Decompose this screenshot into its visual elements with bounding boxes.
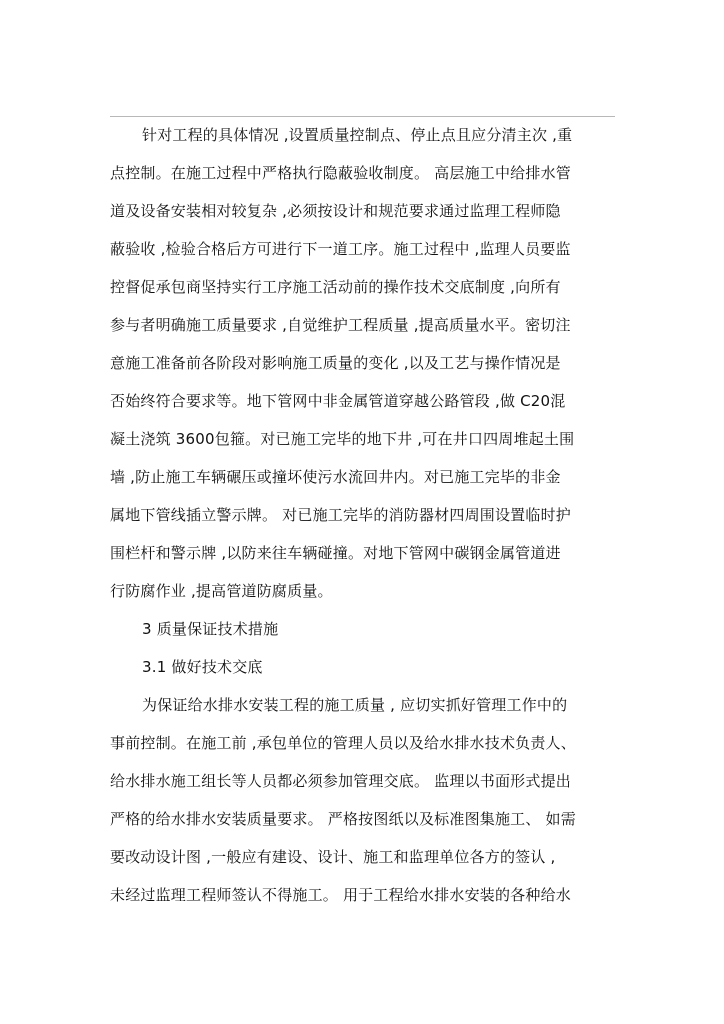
text-line: 行防腐作业 ,提高管道防腐质量。 <box>110 582 333 600</box>
text-line: 否始终符合要求等。地下管网中非金属管道穿越公路管段 ,做 C20混 <box>110 392 566 410</box>
subsection-heading: 3.1 做好技术交底 <box>142 658 263 676</box>
text-line: 要改动设计图 ,一般应有建设、设计、施工和监理单位各方的签认 , <box>110 848 556 866</box>
text-line: 凝土浇筑 3600包箍。对已施工完毕的地下井 ,可在井口四周堆起土围 <box>110 430 575 448</box>
text-line: 参与者明确施工质量要求 ,自觉维护工程质量 ,提高质量水平。密切注 <box>110 316 571 334</box>
text-line: 道及设备安装相对较复杂 ,必须按设计和规范要求通过监理工程师隐 <box>110 202 561 220</box>
text-line: 针对工程的具体情况 ,设置质量控制点、停止点且应分清主次 ,重 <box>142 126 573 144</box>
text-line: 为保证给水排水安装工程的施工质量 , 应切实抓好管理工作中的 <box>142 696 568 714</box>
text-line: 严格的给水排水安装质量要求。 严格按图纸以及标准图集施工、 如需 <box>110 810 576 828</box>
section-heading: 3 质量保证技术措施 <box>142 620 279 638</box>
text-line: 点控制。在施工过程中严格执行隐蔽验收制度。 高层施工中给排水管 <box>110 164 571 182</box>
text-line: 未经过监理工程师签认不得施工。 用于工程给水排水安装的各种给水 <box>110 886 571 904</box>
text-line: 围栏杆和警示牌 ,以防来往车辆碰撞。对地下管网中碳钢金属管道进 <box>110 544 561 562</box>
text-line: 事前控制。在施工前 ,承包单位的管理人员以及给水排水技术负责人、 <box>110 734 576 752</box>
text-line: 蔽验收 ,检验合格后方可进行下一道工序。施工过程中 ,监理人员要监 <box>110 240 571 258</box>
header-rule <box>110 116 615 117</box>
text-line: 墙 ,防止施工车辆碾压或撞坏使污水流回井内。对已施工完毕的非金 <box>110 468 561 486</box>
text-line: 控督促承包商坚持实行工序施工活动前的操作技术交底制度 ,向所有 <box>110 278 561 296</box>
text-line: 意施工准备前各阶段对影响施工质量的变化 ,以及工艺与操作情况是 <box>110 354 561 372</box>
text-line: 属地下管线插立警示牌。 对已施工完毕的消防器材四周围设置临时护 <box>110 506 571 524</box>
text-line: 给水排水施工组长等人员都必须参加管理交底。 监理以书面形式提出 <box>110 772 571 790</box>
